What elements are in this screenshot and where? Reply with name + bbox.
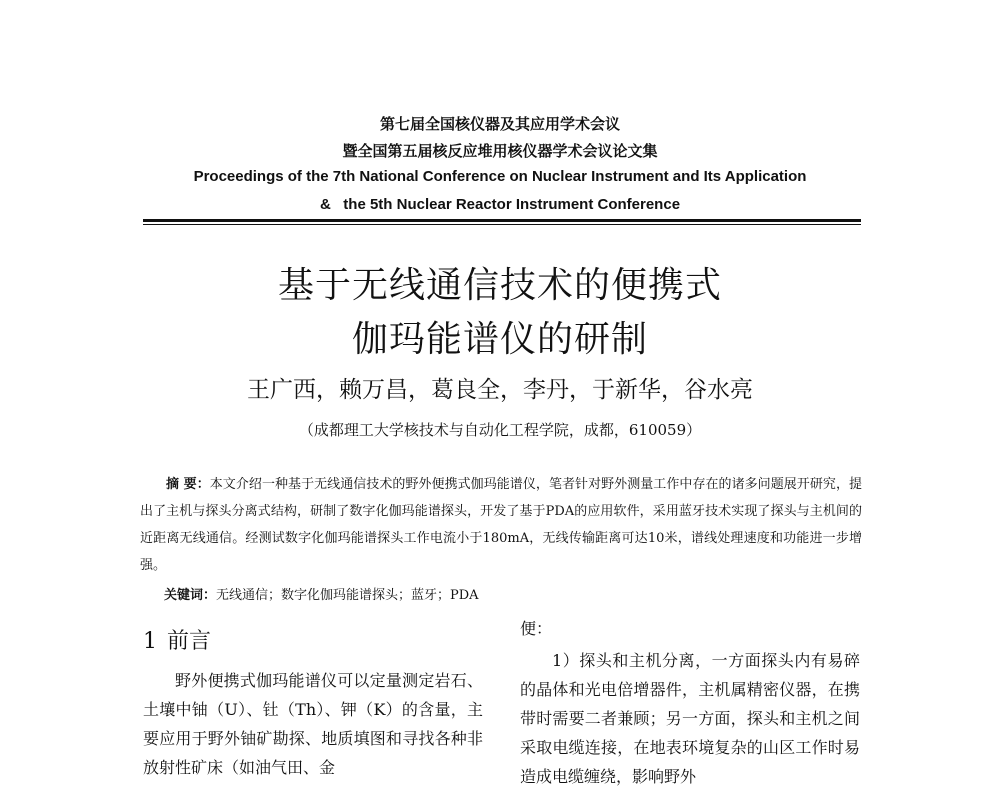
paper-title-line-2: 伽玛能谱仪的研制 [351,319,648,360]
paper-affiliation: （成都理工大学核技术与自动化工程学院，成都，610059） [298,421,702,439]
conference-title-cn-2: 暨全国第五届核反应堆用核仪器学术会议论文集 [342,142,658,160]
paper-authors: 王广西，赖万昌，葛良全，李丹，于新华，谷水亮 [247,377,753,403]
section-number: 1 [143,629,157,654]
conference-title-cn-1: 第七届全国核仪器及其应用学术会议 [379,115,620,133]
right-column [520,614,860,791]
section-heading [143,624,211,655]
left-column [143,666,483,782]
header-divider-thick [143,219,861,222]
conference-title-en-1: Proceedings of the 7th National Conference on Nuclear Instrument and Its Application [193,168,807,185]
keywords-label: 关键词： [164,588,217,603]
abstract [140,471,862,579]
abstract-text: 本文介绍一种基于无线通信技术的野外便携式伽玛能谱仪，笔者针对野外测量工作中存在的诸多问题展开研究，提出了主机与探头分离式结构，研制了数字化伽玛能谱探头，开发了基于PDA的应用软件，采用蓝牙技术实现了探头与主机间的近距离无线通信。经测试数字化伽玛能谱探头工作电流小于180mA，无线传输距离可达10米，谱线处理速度和功能进一步增强。 [140,477,862,573]
right-column-paragraph: 1）探头和主机分离，一方面探头内有易碎的晶体和光电倍增器件，主机属精密仪器，在携带时需要二者兼顾；另一方面，探头和主机之间采取电缆连接，在地表环境复杂的山区工作时易造成电缆缠绕，影响野外 [520,651,860,786]
left-column-paragraph: 野外便携式伽玛能谱仪可以定量测定岩石、土壤中铀（U）、钍（Th）、钾（K）的含量，主要应用于野外铀矿勘探、地质填图和寻找各种非放射性矿床（如油气田、金 [143,671,483,777]
conference-title-en-2: & the 5th Nuclear Reactor Instrument Conference [319,196,681,213]
keywords-text: 无线通信；数字化伽玛能谱探头；蓝牙；PDA [216,588,479,603]
header-divider-thin [143,224,861,225]
keywords [164,584,479,603]
abstract-label: 摘 要： [166,477,210,492]
paper-title-line-1: 基于无线通信技术的便携式 [277,265,722,306]
section-title: 前言 [167,629,212,654]
right-column-lead: 便： [520,619,553,638]
